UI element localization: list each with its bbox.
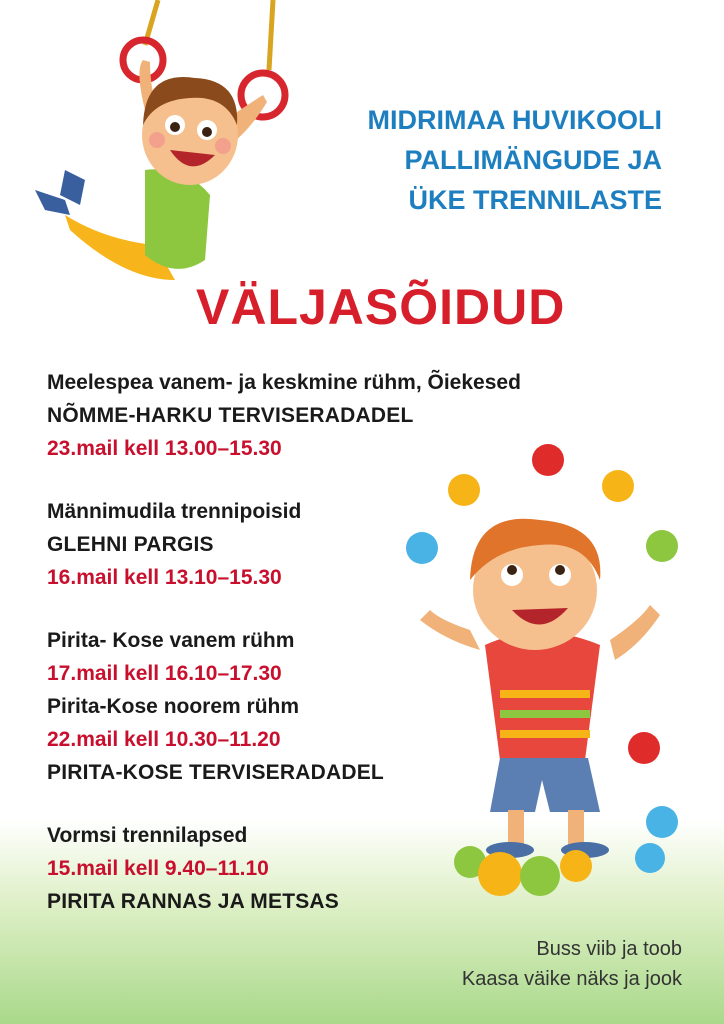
event-group: Pirita- Kose vanem rühm: [47, 629, 295, 652]
event-place: GLEHNI PARGIS: [47, 533, 214, 556]
event-group: Meelespea vanem- ja keskmine rühm, Õiekesed: [47, 371, 521, 394]
event-time: 16.mail kell 13.10–15.30: [47, 566, 282, 589]
boy-on-rings-illustration: [25, 0, 285, 300]
footer-note: [462, 934, 682, 994]
header-line-3: ÜKE TRENNILASTE: [408, 185, 662, 215]
footer-line-1: Buss viib ja toob: [536, 938, 682, 960]
event-time-2: 22.mail kell 10.30–11.20: [47, 728, 281, 751]
event-place: PIRITA RANNAS JA METSAS: [47, 890, 340, 913]
footer-line-2: Kaasa väike näks ja jook: [461, 968, 682, 990]
header-line-2: PALLIMÄNGUDE JA: [404, 145, 662, 175]
event-place: NÕMME-HARKU TERVISERADADEL: [47, 404, 414, 427]
event-time: 17.mail kell 16.10–17.30: [47, 662, 282, 685]
event-group: Vormsi trennilapsed: [47, 824, 248, 847]
header-line-1: MIDRIMAA HUVIKOOLI: [367, 105, 662, 135]
juggling-boy-illustration: [400, 440, 690, 900]
event-time: 15.mail kell 9.40–11.10: [47, 857, 269, 880]
header-title: [368, 100, 662, 220]
event-group-2: Pirita-Kose noorem rühm: [47, 695, 300, 718]
event-group: Männimudila trennipoisid: [47, 500, 302, 523]
event-place: PIRITA-KOSE TERVISERADADEL: [47, 761, 384, 784]
event-time: 23.mail kell 13.00–15.30: [47, 437, 282, 460]
page-title: VÄLJASÕIDUD: [196, 279, 566, 335]
